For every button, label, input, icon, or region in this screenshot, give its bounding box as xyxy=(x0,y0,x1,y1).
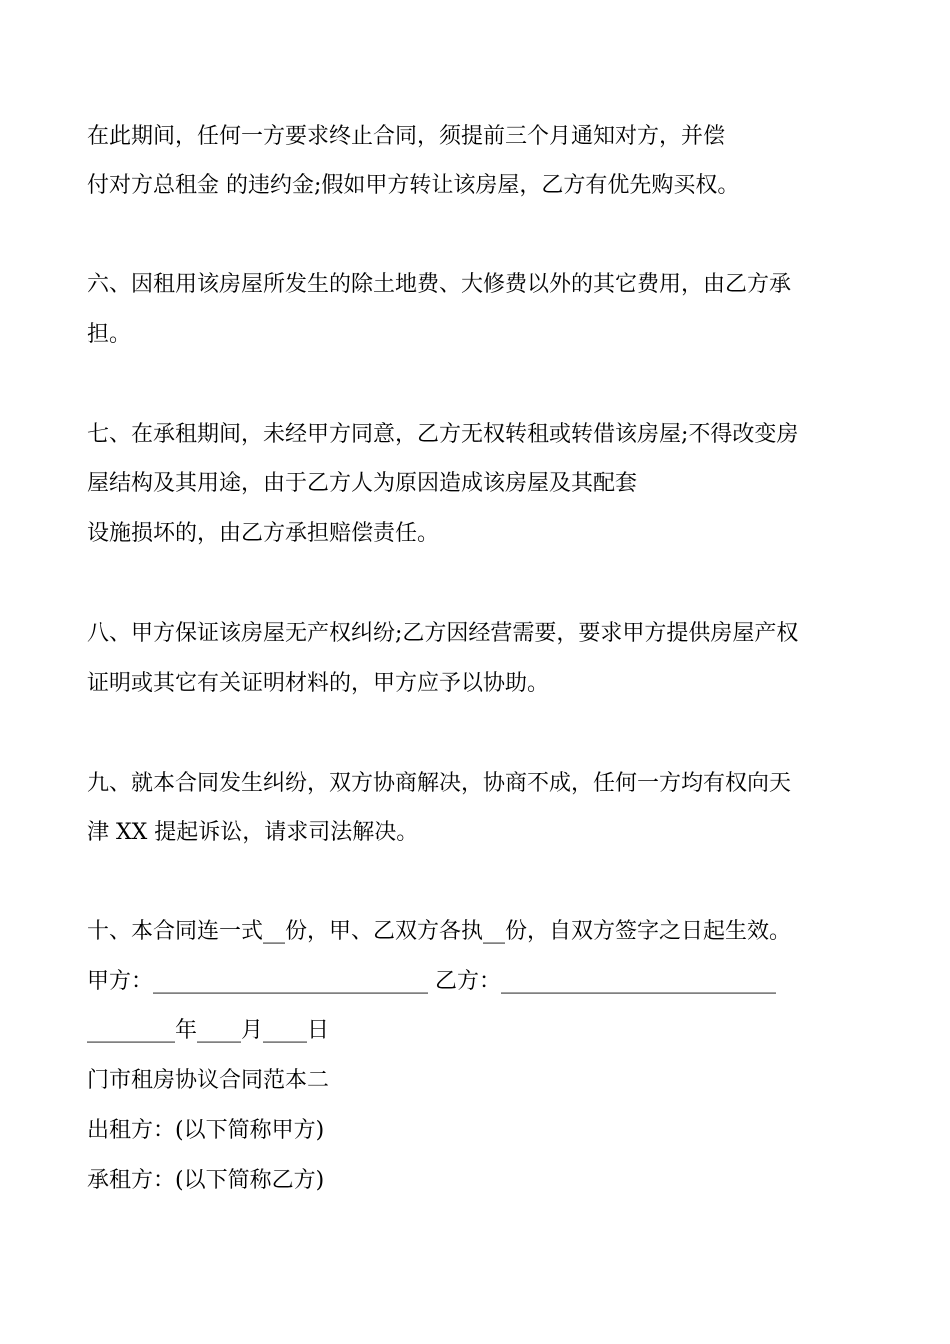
paragraph-6-line-1: 六、因租用该房屋所发生的除土地费、大修费以外的其它费用，由乙方承 xyxy=(87,272,792,297)
paragraph-7-line-1: 七、在承租期间，未经甲方同意，乙方无权转租或转借该房屋;不得改变房 xyxy=(87,422,799,447)
paragraph-7-line-2: 屋结构及其用途，由于乙方人为原因造成该房屋及其配套 xyxy=(87,471,638,496)
date-line: ________年____月____日 xyxy=(87,1018,330,1043)
paragraph-5-line-2: 付对方总租金 的违约金;假如甲方转让该房屋，乙方有优先购买权。 xyxy=(87,173,740,198)
section-title-sample-two: 门市租房协议合同范本二 xyxy=(87,1068,330,1093)
paragraph-9-line-2: 津 XX 提起诉讼，请求司法解决。 xyxy=(87,820,419,845)
lessor-line: 出租方：(以下简称甲方) xyxy=(87,1118,325,1143)
paragraph-8-line-2: 证明或其它有关证明材料的，甲方应予以协助。 xyxy=(87,671,550,696)
paragraph-8-line-1: 八、甲方保证该房屋无产权纠纷;乙方因经营需要，要求甲方提供房屋产权 xyxy=(87,621,799,646)
signature-line: 甲方：_________________________ 乙方：_________________________ xyxy=(87,969,776,994)
paragraph-9-line-1: 九、就本合同发生纠纷，双方协商解决，协商不成，任何一方均有权向天 xyxy=(87,771,792,796)
paragraph-10-line-1: 十、本合同连一式__份，甲、乙双方各执__份，自双方签字之日起生效。 xyxy=(87,919,792,944)
paragraph-6-line-2: 担。 xyxy=(87,322,132,347)
paragraph-7-line-3: 设施损坏的，由乙方承担赔偿责任。 xyxy=(87,521,440,546)
lessee-line: 承租方：(以下简称乙方) xyxy=(87,1168,325,1193)
paragraph-5-line-1: 在此期间，任何一方要求终止合同，须提前三个月通知对方，并偿 xyxy=(87,124,726,149)
